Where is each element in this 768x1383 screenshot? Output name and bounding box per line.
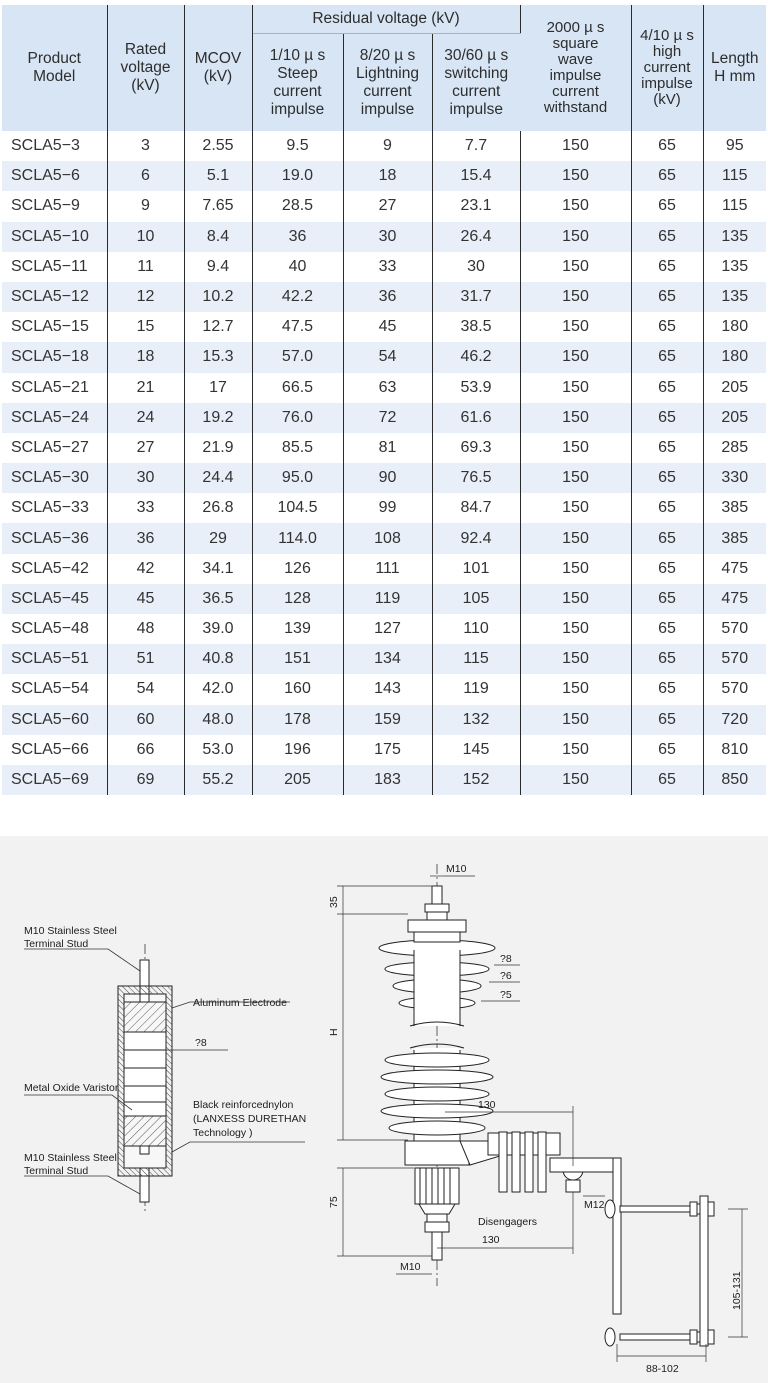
cell-rated-voltage: 24 xyxy=(107,403,184,433)
cell-high-current: 65 xyxy=(631,191,703,221)
cell-steep: 66.5 xyxy=(252,373,343,403)
cell-rated-voltage: 18 xyxy=(107,342,184,372)
cell-length: 135 xyxy=(703,222,766,252)
cell-mcov: 12.7 xyxy=(184,312,252,342)
cell-switching: 145 xyxy=(432,735,520,765)
cell-length: 205 xyxy=(721,378,749,396)
cell-model: SCLA5−27 xyxy=(2,433,107,463)
cell-mcov: 8.4 xyxy=(184,222,252,252)
arrester-labels xyxy=(328,863,743,1375)
cell-square-wave: 150 xyxy=(520,554,631,584)
cell-steep: 104.5 xyxy=(252,493,343,523)
cell-model: SCLA5−66 xyxy=(2,735,107,765)
dim-d5: ?5 xyxy=(500,989,512,1001)
label-stud-bottom: M10 Stainless Steel Terminal Stud xyxy=(24,1152,117,1177)
cell-length: 475 xyxy=(721,559,749,577)
cell-model: SCLA5−9 xyxy=(2,191,107,221)
header-rated-voltage: Rated voltage (kV) xyxy=(107,5,184,131)
spec-table xyxy=(2,5,766,795)
cell-steep: 28.5 xyxy=(252,191,343,221)
table-row xyxy=(2,674,766,704)
cell-rated-voltage: 15 xyxy=(107,312,184,342)
header-residual-voltage: Residual voltage (kV) xyxy=(252,5,520,34)
cell-length: 720 xyxy=(703,705,766,735)
cell-lightning: 143 xyxy=(343,674,432,704)
cell-steep: 151 xyxy=(252,644,343,674)
table-row xyxy=(2,554,766,584)
dim-105-131: 105-131 xyxy=(731,1271,743,1310)
cell-switching: 152 xyxy=(432,765,520,795)
cell-length: 810 xyxy=(721,740,749,758)
cell-high-current: 65 xyxy=(631,523,703,553)
cell-lightning: 81 xyxy=(343,433,432,463)
cell-lightning: 99 xyxy=(343,493,432,523)
cell-switching: 110 xyxy=(432,614,520,644)
header-model: Product Model xyxy=(2,5,107,131)
cell-high-current: 65 xyxy=(631,312,703,342)
cell-rated-voltage: 42 xyxy=(107,554,184,584)
cell-high-current: 65 xyxy=(631,433,703,463)
dim-h: H xyxy=(328,1028,340,1036)
cell-steep: 19.0 xyxy=(252,161,343,191)
cell-steep: 76.0 xyxy=(252,403,343,433)
cell-lightning: 159 xyxy=(343,705,432,735)
cell-length: 135 xyxy=(721,257,749,275)
cell-model: SCLA5−36 xyxy=(2,523,107,553)
cell-switching: 115 xyxy=(432,644,520,674)
cell-length: 570 xyxy=(721,680,749,698)
cell-switching: 92.4 xyxy=(432,523,520,553)
cell-mcov: 48.0 xyxy=(184,705,252,735)
cell-rated-voltage: 10 xyxy=(107,222,184,252)
cell-rated-voltage: 3 xyxy=(107,131,184,161)
header-mcov: MCOV (kV) xyxy=(184,5,252,131)
cell-lightning: 9 xyxy=(343,131,432,161)
section-view xyxy=(118,944,172,1211)
cell-high-current: 65 xyxy=(631,373,703,403)
cell-rated-voltage: 9 xyxy=(107,191,184,221)
cell-rated-voltage: 66 xyxy=(107,735,184,765)
cell-switching: 105 xyxy=(432,584,520,614)
cell-square-wave: 150 xyxy=(520,735,631,765)
table-row xyxy=(2,765,766,795)
cell-high-current: 65 xyxy=(631,493,703,523)
cell-steep: 128 xyxy=(252,584,343,614)
cell-steep: 42.2 xyxy=(252,282,343,312)
dim-m10-bottom: M10 xyxy=(400,1261,421,1273)
cell-lightning: 36 xyxy=(343,282,432,312)
cell-square-wave: 150 xyxy=(520,403,631,433)
dim-m12: M12 xyxy=(584,1199,605,1211)
table-row xyxy=(2,735,766,765)
table-row xyxy=(2,222,766,252)
table-row xyxy=(2,584,766,614)
cell-length: 135 xyxy=(703,282,766,312)
header-square-wave: 2000 µ s square wave impulse current withstand xyxy=(520,5,631,131)
cell-square-wave: 150 xyxy=(520,614,631,644)
cell-lightning: 54 xyxy=(343,342,432,372)
cell-mcov: 29 xyxy=(184,523,252,553)
cell-lightning: 27 xyxy=(343,191,432,221)
cell-square-wave: 150 xyxy=(520,493,631,523)
cell-high-current: 65 xyxy=(631,735,703,765)
cell-steep: 85.5 xyxy=(252,433,343,463)
cell-model: SCLA5−54 xyxy=(2,674,107,704)
cell-switching: 31.7 xyxy=(432,282,520,312)
cell-square-wave: 150 xyxy=(520,463,631,493)
table-row xyxy=(2,463,766,493)
cell-switching: 38.5 xyxy=(432,312,520,342)
label-electrode: Aluminum Electrode xyxy=(193,997,287,1009)
table-row xyxy=(2,252,766,282)
table-row xyxy=(2,493,766,523)
table-row xyxy=(2,705,766,735)
table-row xyxy=(2,282,766,312)
cell-lightning: 33 xyxy=(343,252,432,282)
cell-mcov: 10.2 xyxy=(184,282,252,312)
cell-model: SCLA5−24 xyxy=(2,403,107,433)
cell-mcov: 24.4 xyxy=(184,463,252,493)
technical-drawing xyxy=(0,836,768,1383)
cell-length: 95 xyxy=(725,137,744,155)
cell-lightning: 63 xyxy=(343,373,432,403)
cell-lightning: 127 xyxy=(343,614,432,644)
cell-steep: 160 xyxy=(252,674,343,704)
cell-model: SCLA5−30 xyxy=(2,463,107,493)
cell-mcov: 55.2 xyxy=(184,765,252,795)
cell-length: 115 xyxy=(703,161,766,191)
cell-model: SCLA5−45 xyxy=(2,584,107,614)
cell-high-current: 65 xyxy=(631,463,703,493)
cell-length: 285 xyxy=(721,438,749,456)
spec-table-body xyxy=(2,131,766,795)
cell-mcov: 26.8 xyxy=(184,493,252,523)
dim-130-top: 130 xyxy=(478,1099,496,1111)
cell-high-current: 65 xyxy=(631,765,703,795)
cell-rated-voltage: 30 xyxy=(107,463,184,493)
cell-length: 180 xyxy=(721,318,749,336)
cell-rated-voltage: 12 xyxy=(107,282,184,312)
cell-steep: 114.0 xyxy=(252,523,343,553)
cell-model: SCLA5−60 xyxy=(2,705,107,735)
cell-lightning: 119 xyxy=(343,584,432,614)
cell-square-wave: 150 xyxy=(520,252,631,282)
header-lightning: 8/20 µ s Lightning current impulse xyxy=(343,34,432,132)
cell-switching: 132 xyxy=(432,705,520,735)
drawing-panel xyxy=(0,836,768,1383)
cell-lightning: 45 xyxy=(343,312,432,342)
cell-switching: 53.9 xyxy=(432,373,520,403)
cell-lightning: 175 xyxy=(343,735,432,765)
cell-switching: 69.3 xyxy=(432,433,520,463)
cell-switching: 119 xyxy=(432,674,520,704)
cell-steep: 57.0 xyxy=(252,342,343,372)
cell-length: 180 xyxy=(703,342,766,372)
cell-rated-voltage: 45 xyxy=(107,584,184,614)
dim-75: 75 xyxy=(328,1196,340,1208)
cell-high-current: 65 xyxy=(631,342,703,372)
cell-square-wave: 150 xyxy=(520,523,631,553)
cell-steep: 9.5 xyxy=(252,131,343,161)
cell-model: SCLA5−11 xyxy=(2,252,107,282)
cell-high-current: 65 xyxy=(631,252,703,282)
cell-mcov: 40.8 xyxy=(184,644,252,674)
cell-mcov: 19.2 xyxy=(184,403,252,433)
cell-lightning: 90 xyxy=(343,463,432,493)
cell-mcov: 36.5 xyxy=(184,584,252,614)
cell-model: SCLA5−15 xyxy=(2,312,107,342)
cell-high-current: 65 xyxy=(631,161,703,191)
table-row xyxy=(2,191,766,221)
cell-lightning: 72 xyxy=(343,403,432,433)
dim-d8: ?8 xyxy=(500,953,512,965)
label-diameter: ?8 xyxy=(195,1037,207,1049)
cell-lightning: 183 xyxy=(343,765,432,795)
cell-steep: 126 xyxy=(252,554,343,584)
cell-length: 570 xyxy=(721,620,749,638)
cell-mcov: 2.55 xyxy=(184,131,252,161)
table-row xyxy=(2,433,766,463)
table-row xyxy=(2,373,766,403)
cell-rated-voltage: 11 xyxy=(107,252,184,282)
cell-square-wave: 150 xyxy=(520,191,631,221)
cell-model: SCLA5−48 xyxy=(2,614,107,644)
dim-m10-top: M10 xyxy=(446,863,467,875)
cell-mcov: 42.0 xyxy=(184,674,252,704)
cell-lightning: 134 xyxy=(343,644,432,674)
cell-high-current: 65 xyxy=(631,131,703,161)
cell-square-wave: 150 xyxy=(520,644,631,674)
cell-mcov: 39.0 xyxy=(184,614,252,644)
table-row xyxy=(2,644,766,674)
dim-disengagers: Disengagers xyxy=(478,1216,537,1228)
cell-switching: 30 xyxy=(432,252,520,282)
cell-square-wave: 150 xyxy=(520,705,631,735)
cell-high-current: 65 xyxy=(631,403,703,433)
table-row xyxy=(2,614,766,644)
table-row xyxy=(2,131,766,161)
cell-length: 115 xyxy=(722,197,748,215)
cell-square-wave: 150 xyxy=(520,584,631,614)
cell-mcov: 17 xyxy=(184,373,252,403)
cell-length: 330 xyxy=(703,463,766,493)
cell-length: 570 xyxy=(703,644,766,674)
cell-model: SCLA5−6 xyxy=(2,161,107,191)
header-high-current: 4/10 µ s high current impulse (kV) xyxy=(631,5,703,131)
cell-square-wave: 150 xyxy=(520,765,631,795)
cell-mcov: 34.1 xyxy=(184,554,252,584)
cell-lightning: 18 xyxy=(343,161,432,191)
cell-square-wave: 150 xyxy=(520,342,631,372)
table-row xyxy=(2,161,766,191)
cell-steep: 40 xyxy=(252,252,343,282)
dim-d6: ?6 xyxy=(500,970,512,982)
cell-steep: 47.5 xyxy=(252,312,343,342)
cell-model: SCLA5−69 xyxy=(2,765,107,795)
cell-high-current: 65 xyxy=(631,222,703,252)
cell-switching: 23.1 xyxy=(432,191,520,221)
table-row xyxy=(2,403,766,433)
cell-model: SCLA5−21 xyxy=(2,373,107,403)
header-steep: 1/10 µ s Steep current impulse xyxy=(252,34,343,132)
cell-mcov: 9.4 xyxy=(184,252,252,282)
cell-length: 205 xyxy=(703,403,766,433)
cell-high-current: 65 xyxy=(631,282,703,312)
cell-mcov: 15.3 xyxy=(184,342,252,372)
cell-steep: 139 xyxy=(252,614,343,644)
cell-mcov: 53.0 xyxy=(184,735,252,765)
cell-switching: 7.7 xyxy=(432,131,520,161)
label-varistor: Metal Oxide Varistor xyxy=(24,1082,119,1094)
cell-rated-voltage: 60 xyxy=(107,705,184,735)
cell-switching: 84.7 xyxy=(432,493,520,523)
table-row xyxy=(2,523,766,553)
cell-mcov: 5.1 xyxy=(184,161,252,191)
dim-130-bottom: 130 xyxy=(482,1234,500,1246)
header-length: Length H mm xyxy=(703,5,766,131)
cell-length: 850 xyxy=(703,765,766,795)
cell-length: 385 xyxy=(703,523,766,553)
cell-model: SCLA5−10 xyxy=(2,222,107,252)
cell-rated-voltage: 6 xyxy=(107,161,184,191)
cell-rated-voltage: 33 xyxy=(107,493,184,523)
cell-rated-voltage: 51 xyxy=(107,644,184,674)
cell-rated-voltage: 69 xyxy=(107,765,184,795)
cell-model: SCLA5−3 xyxy=(2,131,107,161)
cell-rated-voltage: 27 xyxy=(107,433,184,463)
cell-switching: 15.4 xyxy=(432,161,520,191)
cell-mcov: 7.65 xyxy=(184,191,252,221)
cell-square-wave: 150 xyxy=(520,161,631,191)
cell-steep: 95.0 xyxy=(252,463,343,493)
cell-square-wave: 150 xyxy=(520,131,631,161)
cell-square-wave: 150 xyxy=(520,674,631,704)
cell-switching: 101 xyxy=(432,554,520,584)
cell-high-current: 65 xyxy=(631,554,703,584)
cell-switching: 76.5 xyxy=(432,463,520,493)
cell-rated-voltage: 54 xyxy=(107,674,184,704)
dim-88-102: 88-102 xyxy=(646,1363,679,1375)
cell-square-wave: 150 xyxy=(520,282,631,312)
table-row xyxy=(2,312,766,342)
cell-rated-voltage: 36 xyxy=(107,523,184,553)
dim-35: 35 xyxy=(328,896,340,908)
cell-model: SCLA5−33 xyxy=(2,493,107,523)
cell-square-wave: 150 xyxy=(520,373,631,403)
cell-steep: 178 xyxy=(252,705,343,735)
cell-switching: 46.2 xyxy=(432,342,520,372)
cell-high-current: 65 xyxy=(631,644,703,674)
cell-model: SCLA5−42 xyxy=(2,554,107,584)
cell-rated-voltage: 21 xyxy=(107,373,184,403)
cell-steep: 196 xyxy=(252,735,343,765)
cell-length: 385 xyxy=(721,499,749,517)
cell-model: SCLA5−18 xyxy=(2,342,107,372)
cell-high-current: 65 xyxy=(631,614,703,644)
cell-square-wave: 150 xyxy=(520,312,631,342)
cell-length: 475 xyxy=(703,584,766,614)
cell-steep: 205 xyxy=(252,765,343,795)
cell-model: SCLA5−51 xyxy=(2,644,107,674)
cell-lightning: 108 xyxy=(343,523,432,553)
cell-square-wave: 150 xyxy=(520,433,631,463)
cell-steep: 36 xyxy=(252,222,343,252)
cell-high-current: 65 xyxy=(631,674,703,704)
cell-mcov: 21.9 xyxy=(184,433,252,463)
label-nylon: Black reinforcednylon (LANXESS DURETHAN Technology ) xyxy=(193,1099,307,1139)
cell-switching: 61.6 xyxy=(432,403,520,433)
cell-high-current: 65 xyxy=(631,584,703,614)
header-switching: 30/60 µ s switching current impulse xyxy=(432,34,520,132)
cell-model: SCLA5−12 xyxy=(2,282,107,312)
cell-square-wave: 150 xyxy=(520,222,631,252)
table-row xyxy=(2,342,766,372)
cell-high-current: 65 xyxy=(631,705,703,735)
cell-rated-voltage: 48 xyxy=(107,614,184,644)
cell-lightning: 111 xyxy=(343,554,432,584)
cell-switching: 26.4 xyxy=(432,222,520,252)
label-stud-top: M10 Stainless Steel Terminal Stud xyxy=(24,925,117,950)
cell-lightning: 30 xyxy=(343,222,432,252)
